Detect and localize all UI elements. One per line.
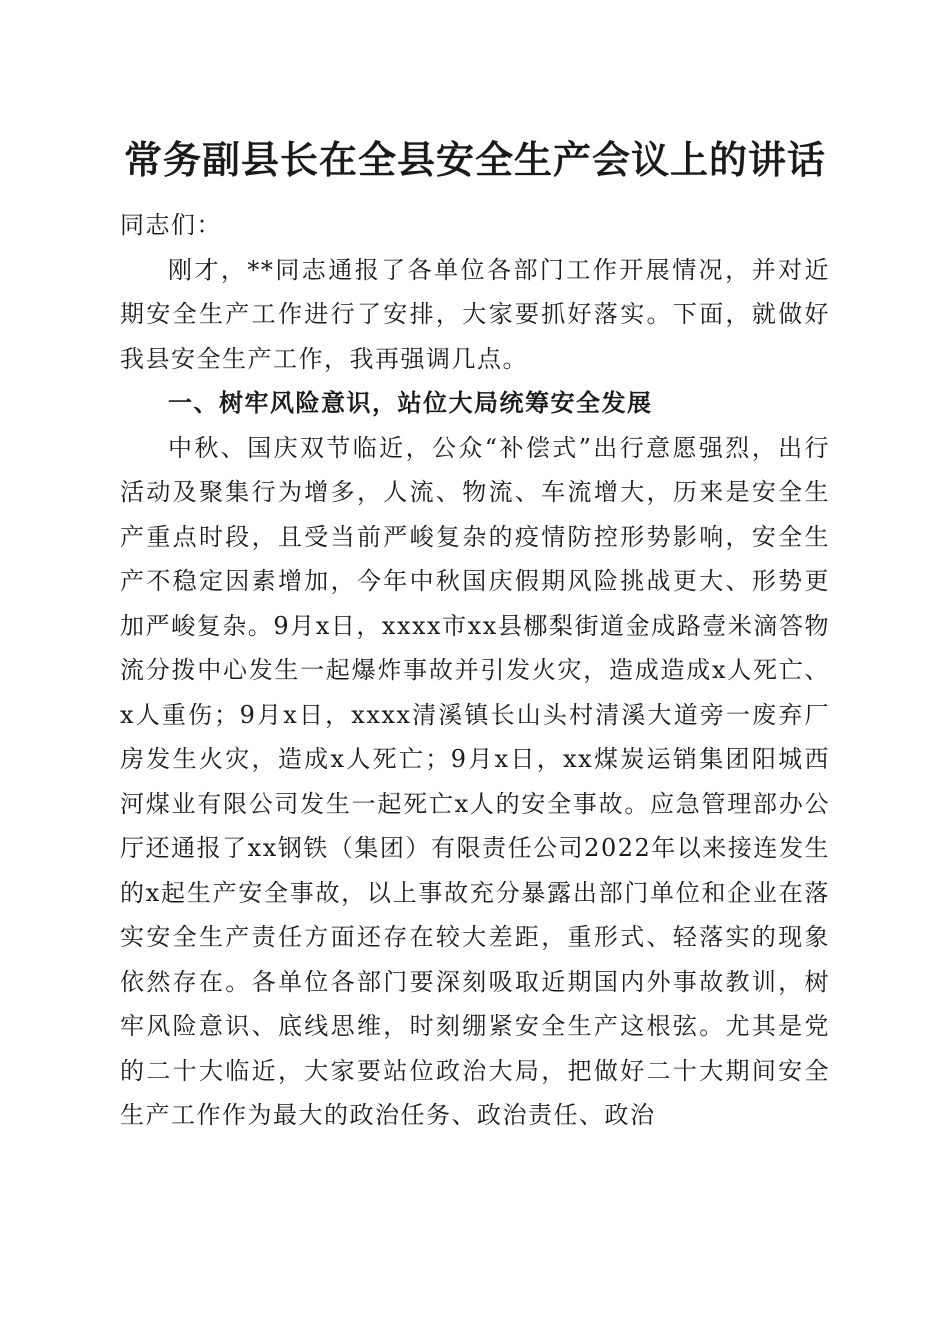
document-body [120,203,830,1138]
section-1-paragraph: 中秋、国庆双节临近，公众“补偿式”出行意愿强烈，出行活动及聚集行为增多，人流、物流、车流增大，历来是安全生产重点时段，且受当前严峻复杂的疫情防控形势影响，安全生产不稳定因素增加，今年中秋国庆假期风险挑战更大、形势更加严峻复杂。9月x日，xxxx市xx县梛梨街道金成路壹米滴答物流分拨中心发生一起爆炸事故并引发火灾，造成造成x人死亡、x人重伤；9月x日，xxxx清溪镇长山头村清溪大道旁一废弃厂房发生火灾，造成x人死亡；9月x日，xx煤炭运销集团阳城西河煤业有限公司发生一起死亡x人的安全事故。应急管理部办公厅还通报了xx钢铁（集团）有限责任公司2022年以来接连发生的x起生产安全事故，以上事故充分暴露出部门单位和企业在落实安全生产责任方面还存在较大差距，重形式、轻落实的现象依然存在。各单位各部门要深刻吸取近期国内外事故教训，树牢风险意识、底线思维，时刻绷紧安全生产这根弦。尤其是党的二十大临近，大家要站位政治大局，把做好二十大期间安全生产工作作为最大的政治任务、政治责任、政治 [120,433,830,1129]
intro-paragraph: 刚才，**同志通报了各单位各部门工作开展情况，并对近期安全生产工作进行了安排，大家要抓好落实。下面，就做好我县安全生产工作，我再强调几点。 [120,255,830,373]
document-title: 常务副县长在全县安全生产会议上的讲话 [123,137,826,182]
section-heading-1: 一、树牢风险意识，站位大局统筹安全发展 [168,389,653,417]
salutation: 同志们： [120,211,222,239]
